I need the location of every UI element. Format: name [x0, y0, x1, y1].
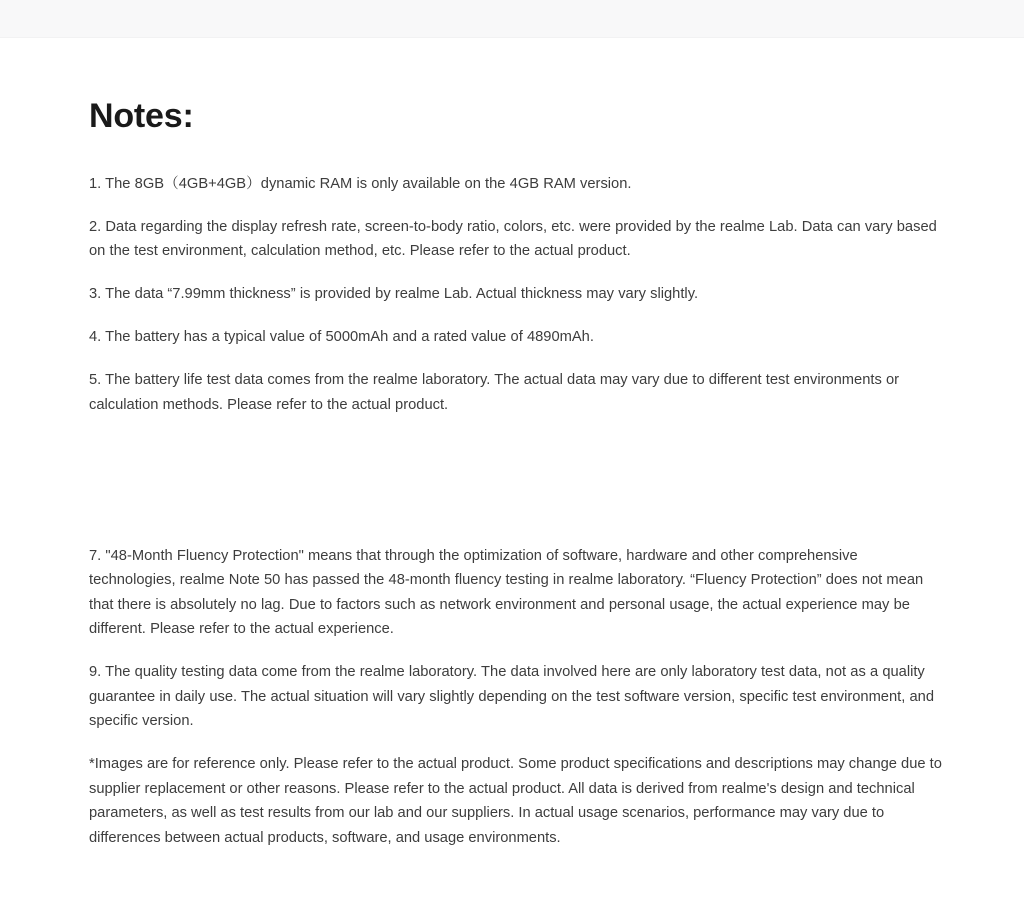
notes-page [0, 38, 1024, 850]
note-item-5: 5. The battery life test data comes from the realme laboratory. The actual data may vary due to different test environments or calculation methods. Please refer to the actual product. [89, 372, 900, 413]
note-item-1: 1. The 8GB（4GB+4GB）dynamic RAM is only available on the 4GB RAM version. [89, 175, 632, 192]
browser-top-bar [0, 0, 1024, 38]
notes-list [89, 172, 945, 734]
note-item-3: 3. The data “7.99mm thickness” is provided by realme Lab. Actual thickness may vary slightly. [89, 286, 699, 303]
note-item-9: 9. The quality testing data come from the realme laboratory. The data involved here are only laboratory test data, not as a quality guarantee in daily use. The actual situation will vary slightly depending on the test software version, specific test environment, and specific version. [89, 664, 934, 730]
notes-blank-gap [89, 436, 945, 544]
page-title: Notes: [89, 97, 194, 135]
notes-footnote: *Images are for reference only. Please refer to the actual product. Some product specifications and descriptions may change due to supplier replacement or other reasons. Please refer to the actual product. All data is derived from realme's design and technical parameters, as well as test results from our lab and our suppliers. In actual usage scenarios, performance may vary due to differences between actual products, software, and usage environments. [89, 756, 942, 846]
note-item-2: 2. Data regarding the display refresh rate, screen-to-body ratio, colors, etc. were provided by the realme Lab. Data can vary based on the test environment, calculation method, etc. Please refer to the actual product. [89, 218, 937, 260]
note-item-4: 4. The battery has a typical value of 5000mAh and a rated value of 4890mAh. [89, 329, 594, 346]
note-item-7: 7. "48-Month Fluency Protection" means that through the optimization of software, hardware and other comprehensive technologies, realme Note 50 has passed the 48-month fluency testing in realme laboratory. “Fluency Protection” does not mean that there is absolutely no lag. Due to factors such as network environment and personal usage, the actual experience may be different. Please refer to the actual experience. [89, 547, 924, 638]
